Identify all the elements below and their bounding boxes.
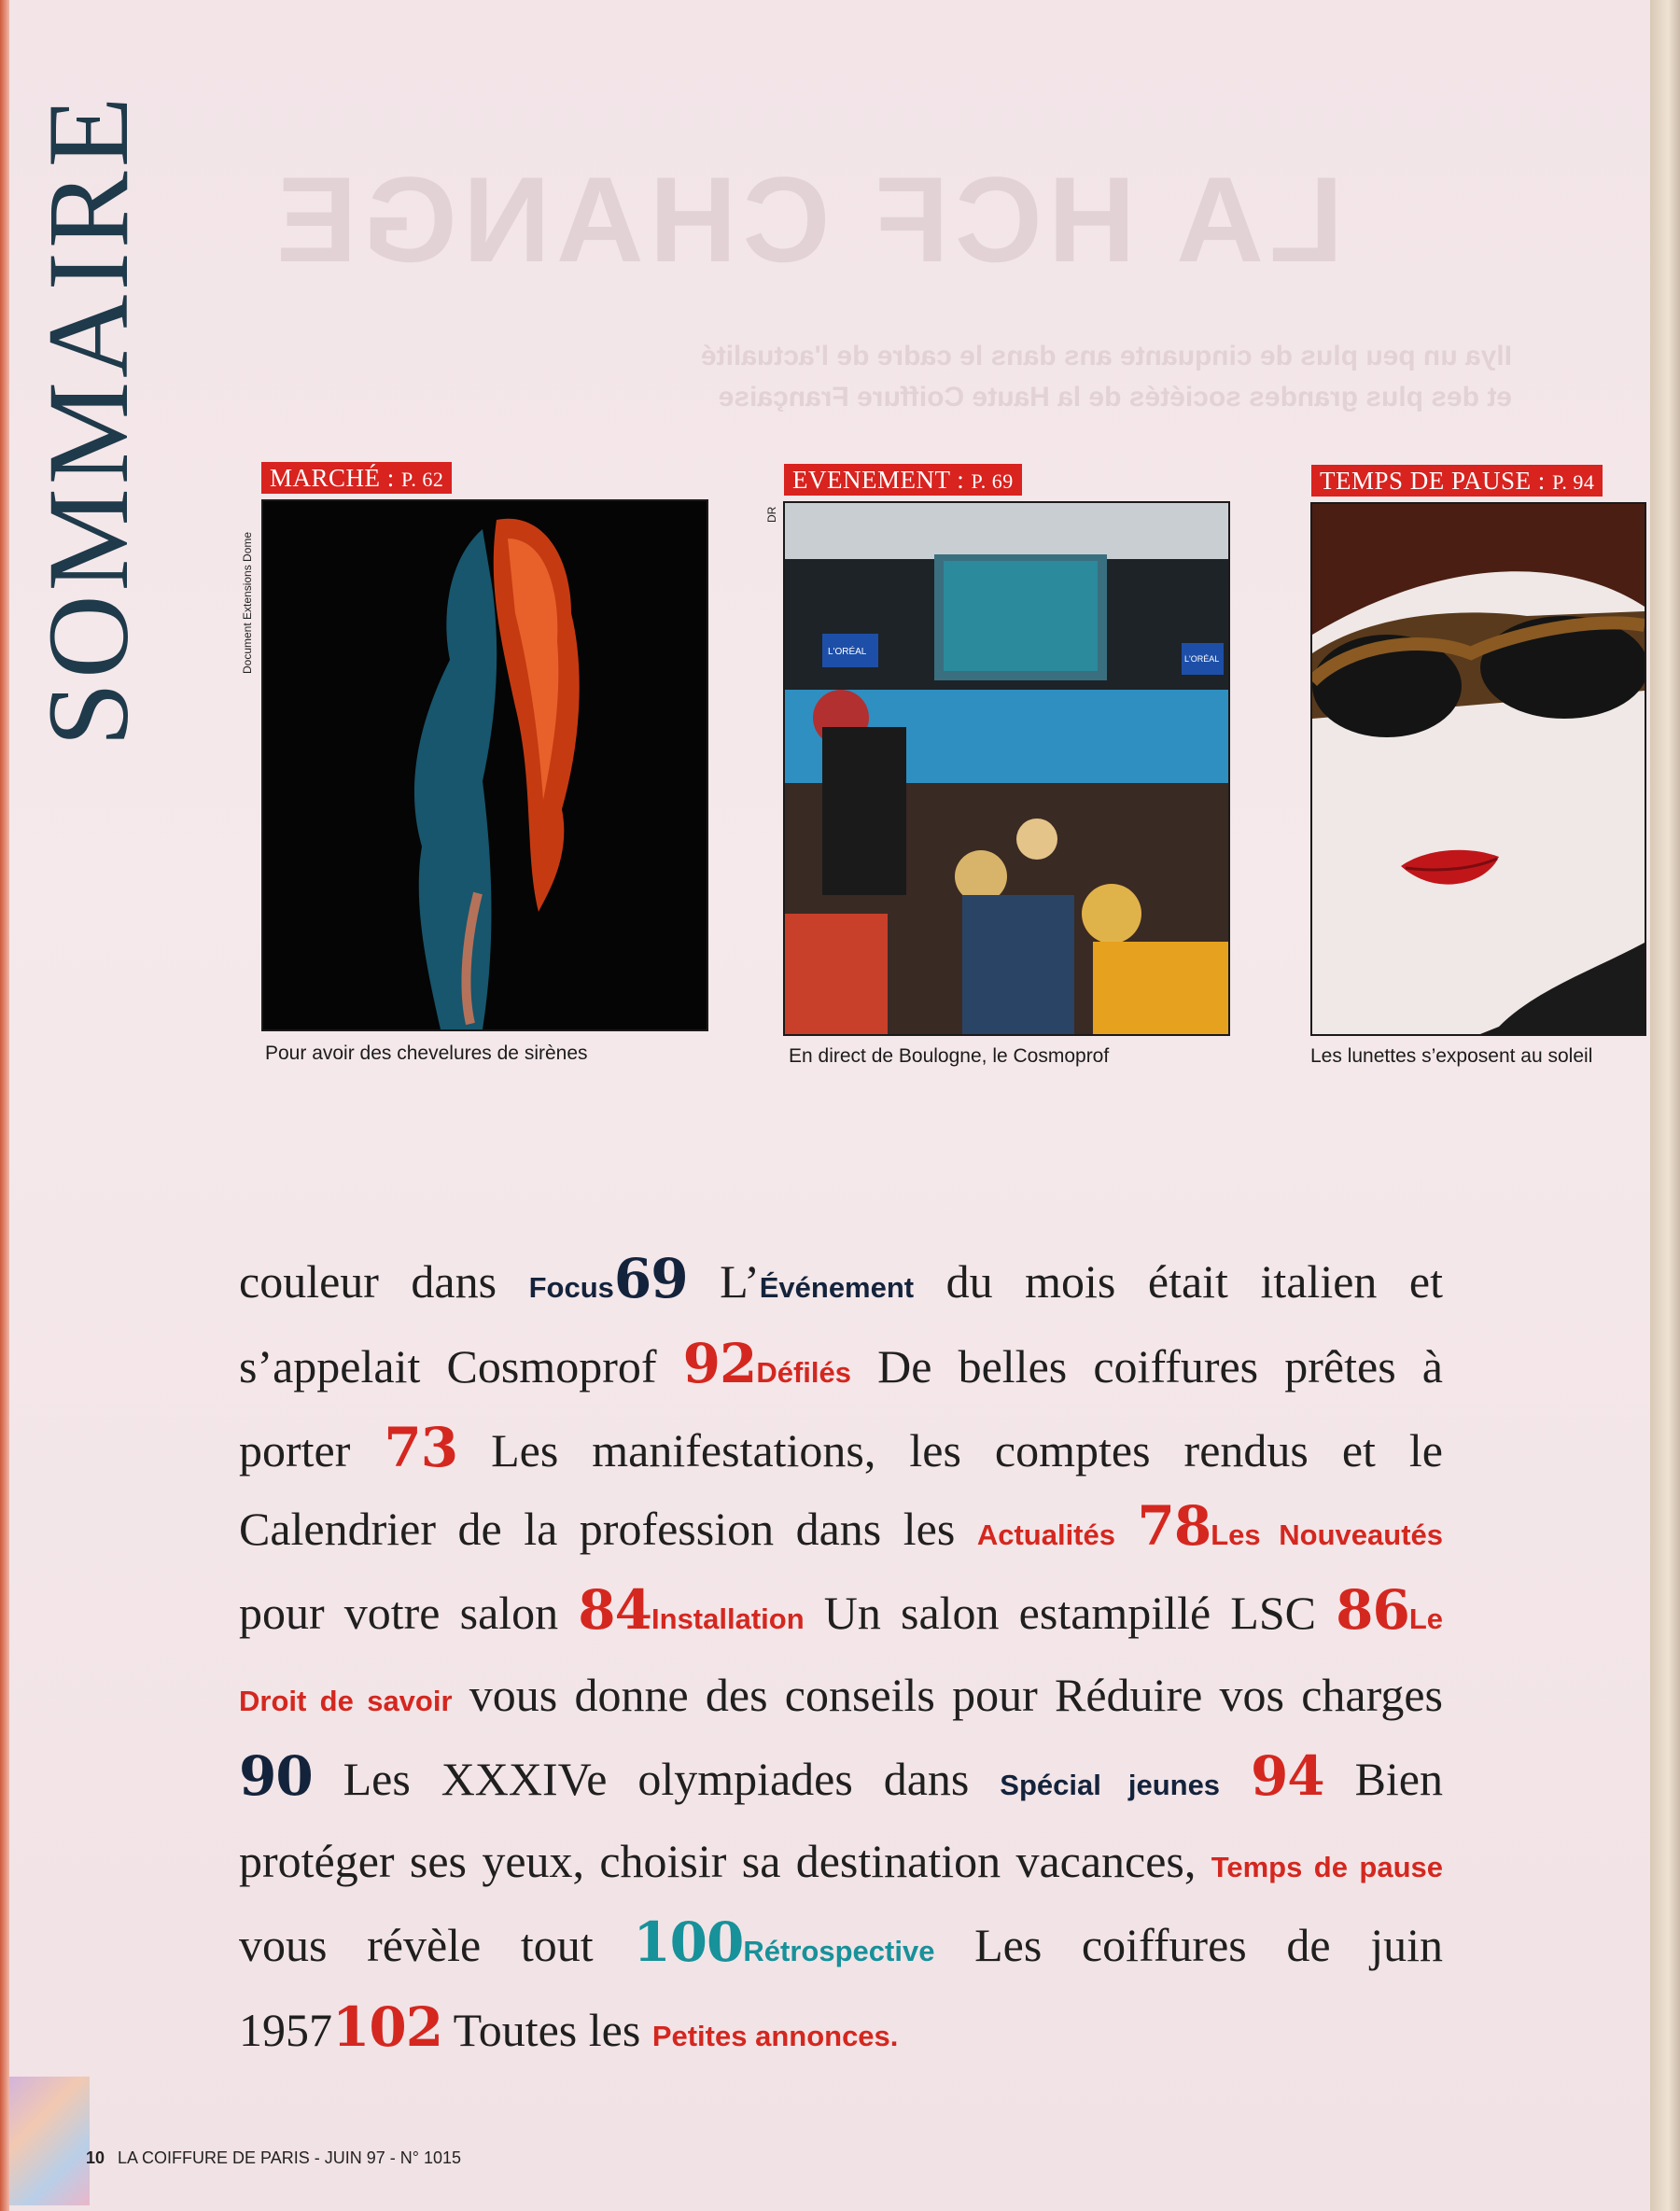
photo-credit: Document Extensions Dome: [241, 531, 254, 674]
page-title: SOMMAIRE: [24, 92, 152, 747]
feature-tag-temps-de-pause: [1311, 465, 1603, 497]
feature-photo-marche: [261, 499, 708, 1031]
photo-credit: DR: [765, 506, 778, 523]
page-edge: [1650, 0, 1680, 2211]
contents-text: couleur dans: [239, 1255, 529, 1308]
section-name: Le Droit de savoir: [239, 1602, 1444, 1717]
feature-tag-page: P. 69: [971, 469, 1014, 493]
page-number: 78: [1137, 1493, 1211, 1558]
show-through-headline: LA HCF CHANGE: [271, 151, 1344, 287]
contents-text: Bien protéger ses yeux, choisir sa destination vacances,: [239, 1753, 1443, 1887]
section-name: Actualités: [976, 1518, 1115, 1551]
page-number: 86: [1336, 1578, 1409, 1642]
contents-text: vous donne des conseils pour Réduire vos charges: [452, 1668, 1443, 1721]
contents-text: vous révèle tout: [239, 1919, 634, 1971]
contents-text: du mois était italien et s’appelait Cosmoprof: [239, 1255, 1443, 1392]
page-number: 90: [239, 1744, 313, 1808]
page-footer: [86, 2148, 461, 2168]
section-name: Défilés: [756, 1355, 852, 1389]
page-number: 102: [332, 1994, 443, 2059]
contents-text: Toutes les: [442, 2003, 652, 2056]
contents-paragraph: [239, 1241, 1443, 2074]
section-name: Petites annonces.: [651, 2019, 899, 2052]
contents-text: De belles coiffures prêtes à porter: [239, 1339, 1443, 1476]
contents-text: L’: [687, 1255, 760, 1308]
feature-photo-temps-de-pause: [1310, 502, 1646, 1036]
feature-tag-label: TEMPS DE PAUSE :: [1320, 467, 1546, 495]
page-number: 92: [682, 1331, 757, 1395]
contents-text: pour votre salon: [239, 1587, 579, 1639]
feature-tag-evenement: [784, 464, 1022, 496]
contents-text: [1220, 1753, 1251, 1805]
footer-publication: LA COIFFURE DE PARIS - JUIN 97 - N° 1015: [118, 2148, 461, 2167]
section-name: Focus: [528, 1271, 614, 1304]
feature-caption: En direct de Boulogne, le Cosmoprof: [789, 1045, 1110, 1067]
page-number: 94: [1250, 1744, 1324, 1808]
cosmoprof-crowd-illustration: [785, 503, 1228, 1034]
contents-text: Les manifestations, les comptes rendus et le Calendrier de la profession dans les: [239, 1424, 1443, 1555]
page-number: 84: [578, 1578, 652, 1642]
screen-logo-left: L'ORÉAL: [828, 647, 867, 657]
corner-color-mark: [9, 2077, 90, 2205]
feature-tag-page: P. 94: [1552, 470, 1595, 494]
section-name: Installation: [651, 1602, 805, 1635]
feature-caption: Pour avoir des chevelures de sirènes: [265, 1043, 588, 1064]
section-name: Événement: [759, 1271, 915, 1304]
section-name: Temps de pause: [1211, 1850, 1443, 1883]
page-number: 100: [633, 1910, 744, 1974]
feature-photo-evenement: [783, 501, 1230, 1036]
page-number: 73: [384, 1416, 458, 1479]
section-name: Spécial jeunes: [1000, 1769, 1221, 1801]
feature-tag-label: MARCHÉ :: [270, 464, 395, 492]
show-through-blurb: Ilya un peu plus de cinquante ans dans le cadre de l'actualité et des plus grandes sociétés de la Haute Coiffure Française: [700, 341, 1512, 413]
contents-text: Les coiffures de juin 1957: [239, 1919, 1443, 2056]
contents-text: [1115, 1503, 1138, 1555]
contents-text: Les XXXIVe olympiades dans: [312, 1753, 1001, 1805]
feature-tag-page: P. 62: [401, 468, 444, 491]
contents-text: Un salon estampillé LSC: [804, 1587, 1337, 1639]
section-name: Les Nouveautés: [1211, 1518, 1443, 1551]
page-number: 69: [613, 1247, 688, 1310]
feature-tag-label: EVENEMENT :: [792, 466, 965, 494]
feature-tag-marche: [261, 462, 452, 494]
mermaid-hair-illustration: [263, 501, 707, 1029]
section-name: Rétrospective: [743, 1935, 935, 1967]
sunglasses-portrait-illustration: [1312, 504, 1645, 1034]
spine-strip: [0, 0, 9, 2211]
screen-logo-right: L'ORÉAL: [1184, 654, 1220, 664]
footer-page-number: 10: [86, 2148, 105, 2167]
feature-caption: Les lunettes s’exposent au soleil: [1310, 1045, 1593, 1067]
